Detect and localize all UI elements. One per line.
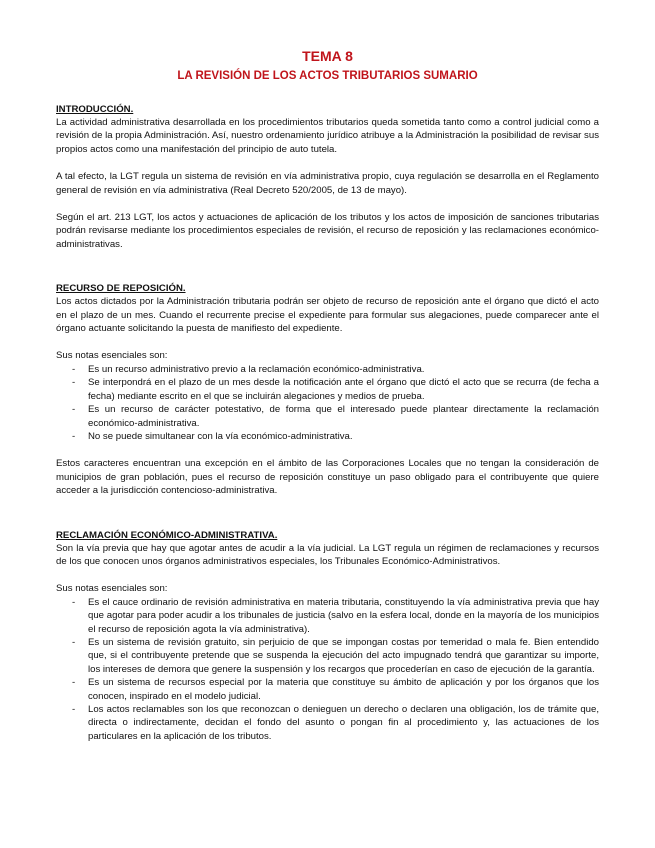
list-item: - Es el cauce ordinario de revisión administrativa en materia tributaria, constituyendo la vía administrativa previa que hay que agotar para poder acudir a los tribunales de justicia (salvo en la esfera local, donde en la mayoría de los municipios el recurso de reposición agota la vía administrativa).: [72, 596, 599, 635]
intro-heading: INTRODUCCIÓN.: [56, 104, 134, 115]
dash-marker: -: [72, 677, 76, 689]
reposicion-notes-list: [56, 363, 599, 443]
reclamacion-notes-intro: Sus notas esenciales son:: [56, 583, 168, 595]
reclamacion-paragraph-1: Son la vía previa que hay que agotar antes de acudir a la vía judicial. La LGT regula un régimen de reclamaciones y recursos de los que conocen unos órganos administrativos especiales, los Tribunales Económico-Administrativos.: [56, 542, 599, 567]
dash-marker: -: [72, 704, 76, 715]
dash-marker: -: [72, 430, 76, 442]
list-item: - Es un sistema de recursos especial por la materia que constituye su ámbito de aplicación y por los órganos que los conocen, inspirado en el modelo judicial.: [72, 677, 599, 702]
title-block: [56, 48, 599, 83]
intro-paragraph-2: A tal efecto, la LGT regula un sistema de revisión en vía administrativa propio, cuya regulación se desarrolla en el Reglamento general de revisión en vía administrativa (Real Decreto 520/2005, de 13 de mayo).: [56, 171, 599, 196]
dash-marker: -: [72, 377, 76, 389]
dash-marker: -: [72, 404, 76, 416]
list-item: - Es un recurso de carácter potestativo, de forma que el interesado puede plantear directamente la reclamación económico-administrativa.: [72, 404, 599, 429]
page-title: TEMA 8: [302, 48, 353, 64]
list-item: - No se puede simultanear con la vía económico-administrativa.: [72, 430, 353, 442]
reposicion-notes-intro: Sus notas esenciales son:: [56, 350, 168, 362]
reposicion-paragraph-1: Los actos dictados por la Administración tributaria podrán ser objeto de recurso de reposición ante el órgano que dictó el acto en el plazo de un mes. Cuando el recurrente precise el expediente para formular sus alegaciones, puede comparecer ante el órgano actuante solicitando la puesta de manifiesto del expediente.: [56, 296, 599, 335]
dash-marker: -: [72, 363, 76, 375]
list-item: - Es un sistema de revisión gratuito, sin perjuicio de que se impongan costas por temeridad o mala fe. Bien entendido que, si el contribuyente pretende que se suspenda la ejecución del acto impugnado tendrá que garantizar su importe, los intereses de demora que genere la suspensión y los recargos que procederían en caso de ejecución de la garantía.: [72, 636, 599, 675]
intro-paragraph-3: Según el art. 213 LGT, los actos y actuaciones de aplicación de los tributos y los actos de imposición de sanciones tributarias podrán revisarse mediante los procedimientos especiales de revisión, el recurso de reposición y las reclamaciones económico-administrativas.: [56, 212, 599, 250]
list-item: - Los actos reclamables son los que reconozcan o denieguen un derecho o declaren una obligación, los de trámite que, directa o indirectamente, decidan el fondo del asunto o pongan fin al procedimiento y, las actuaciones de los particulares en la aplicación de los tributos.: [72, 704, 599, 742]
reposicion-paragraph-2: Estos caracteres encuentran una excepción en el ámbito de las Corporaciones Locales que no tengan la consideración de municipios de gran población, pues el recurso de reposición constituye un paso obligado para el contribuyente que quiere acceder a la jurisdicción contencioso-administrativa.: [56, 458, 599, 497]
dash-marker: -: [72, 596, 76, 608]
page-subtitle: LA REVISIÓN DE LOS ACTOS TRIBUTARIOS SUMARIO: [177, 70, 478, 82]
reposicion-heading: RECURSO DE REPOSICIÓN.: [56, 283, 186, 295]
intro-paragraph-1: La actividad administrativa desarrollada en los procedimientos tributarios queda sometida tanto como a control judicial como a revisión de la propia Administración. Así, nuestro ordenamiento jurídico atribuye a la Administración la posibilidad de revisar sus propios actos como una manifestación del principio de auto tutela.: [56, 117, 599, 155]
dash-marker: -: [72, 636, 76, 648]
list-item: - Es un recurso administrativo previo a la reclamación económico-administrativa.: [72, 363, 425, 375]
reclamacion-notes-list: [56, 596, 599, 743]
list-item: - Se interpondrá en el plazo de un mes desde la notificación ante el órgano que dictó el acto que se recurra (de fecha a fecha) mediante escrito en el que se incluirán alegaciones y medios de prueba.: [72, 377, 599, 402]
reclamacion-heading: RECLAMACIÓN ECONÓMICO-ADMINISTRATIVA.: [56, 529, 278, 541]
